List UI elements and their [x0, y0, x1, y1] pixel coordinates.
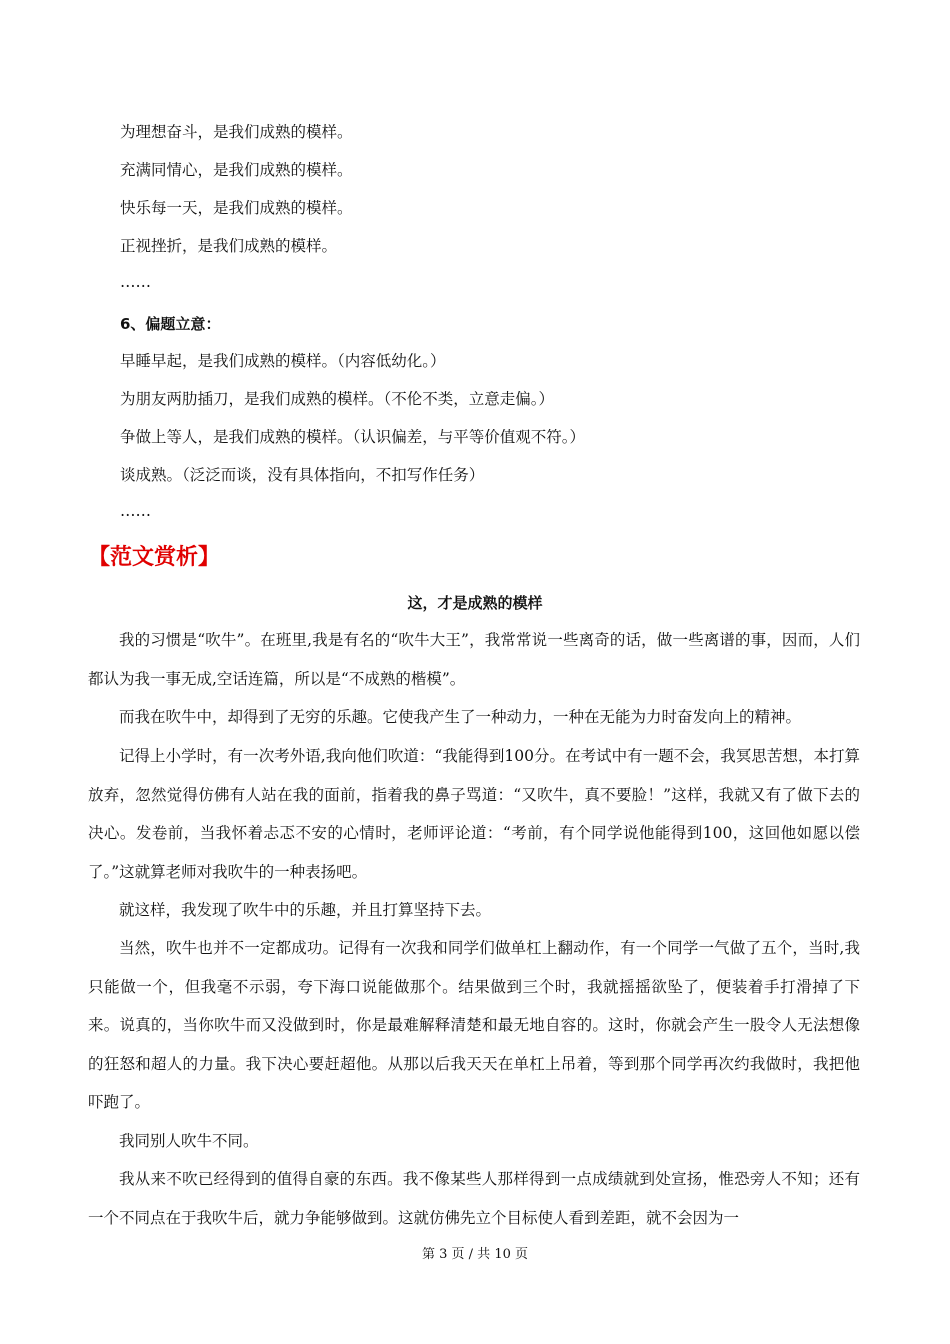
list-item: 谈成熟。（泛泛而谈，没有具体指向，不扣写作任务）	[120, 466, 485, 484]
list-item: 充满同情心，是我们成熟的模样。	[120, 161, 353, 179]
list-item: 为理想奋斗，是我们成熟的模样。	[120, 123, 353, 141]
page-number: 第 3 页 / 共 10 页	[422, 1247, 528, 1262]
essay-paragraph: 记得上小学时，有一次考外语,我向他们吹道：“我能得到100分。在考试中有一题不会，我冥思苦想，本打算放弃，忽然觉得仿佛有人站在我的面前，指着我的鼻子骂道：“又吹牛，真不要脸！”这样，我就又有了做下去的决心。发卷前，当我怀着忐忑不安的心情时，老师评论道：“考前，有个同学说他能得到100，这回他如愿以偿了。”这就算老师对我吹牛的一种表扬吧。	[88, 747, 860, 881]
essay-paragraph: 我同别人吹牛不同。	[119, 1132, 259, 1150]
list-ellipsis: ……	[120, 502, 151, 520]
list-item: 早睡早起，是我们成熟的模样。（内容低幼化。）	[120, 352, 446, 370]
essay-paragraph: 我的习惯是“吹牛”。在班里,我是有名的“吹牛大王”，我常常说一些离奇的话，做一些离谱的事，因而，人们都认为我一事无成,空话连篇，所以是“不成熟的楷模”。	[88, 631, 860, 688]
section-title: 【范文赏析】	[88, 545, 221, 570]
list-item: 快乐每一天，是我们成熟的模样。	[120, 199, 353, 217]
list-item: 为朋友两肋插刀，是我们成熟的模样。（不伦不类，立意走偏。）	[120, 390, 555, 408]
off-topic-heading: 6、偏题立意：	[120, 315, 221, 333]
essay-paragraph: 当然，吹牛也并不一定都成功。记得有一次我和同学们做单杠上翻动作，有一个同学一气做了五个，当时,我只能做一个，但我毫不示弱，夸下海口说能做那个。结果做到三个时，我就摇摇欲坠了，便装着手打滑掉了下来。说真的，当你吹牛而又没做到时，你是最难解释清楚和最无地自容的。这时，你就会产生一股令人无法想像的狂怒和超人的力量。我下决心要赶超他。从那以后我天天在单杠上吊着，等到那个同学再次约我做时，我把他吓跑了。	[88, 939, 860, 1111]
list-item: 争做上等人，是我们成熟的模样。（认识偏差，与平等价值观不符。）	[120, 428, 586, 446]
essay-paragraph: 就这样，我发现了吹牛中的乐趣，并且打算坚持下去。	[119, 901, 492, 919]
essay-paragraph: 而我在吹牛中，却得到了无穷的乐趣。它使我产生了一种动力，一种在无能为力时奋发向上的精神。	[119, 708, 802, 726]
list-item: 正视挫折，是我们成熟的模样。	[120, 237, 338, 255]
list-ellipsis: ……	[120, 273, 151, 291]
essay-title: 这，才是成熟的模样	[407, 594, 543, 612]
essay-paragraph: 我从来不吹已经得到的值得自豪的东西。我不像某些人那样得到一点成绩就到处宣扬，惟恐旁人不知；还有一个不同点在于我吹牛后，就力争能够做到。这就仿佛先立个目标使人看到差距，就不会因为一	[88, 1170, 860, 1227]
